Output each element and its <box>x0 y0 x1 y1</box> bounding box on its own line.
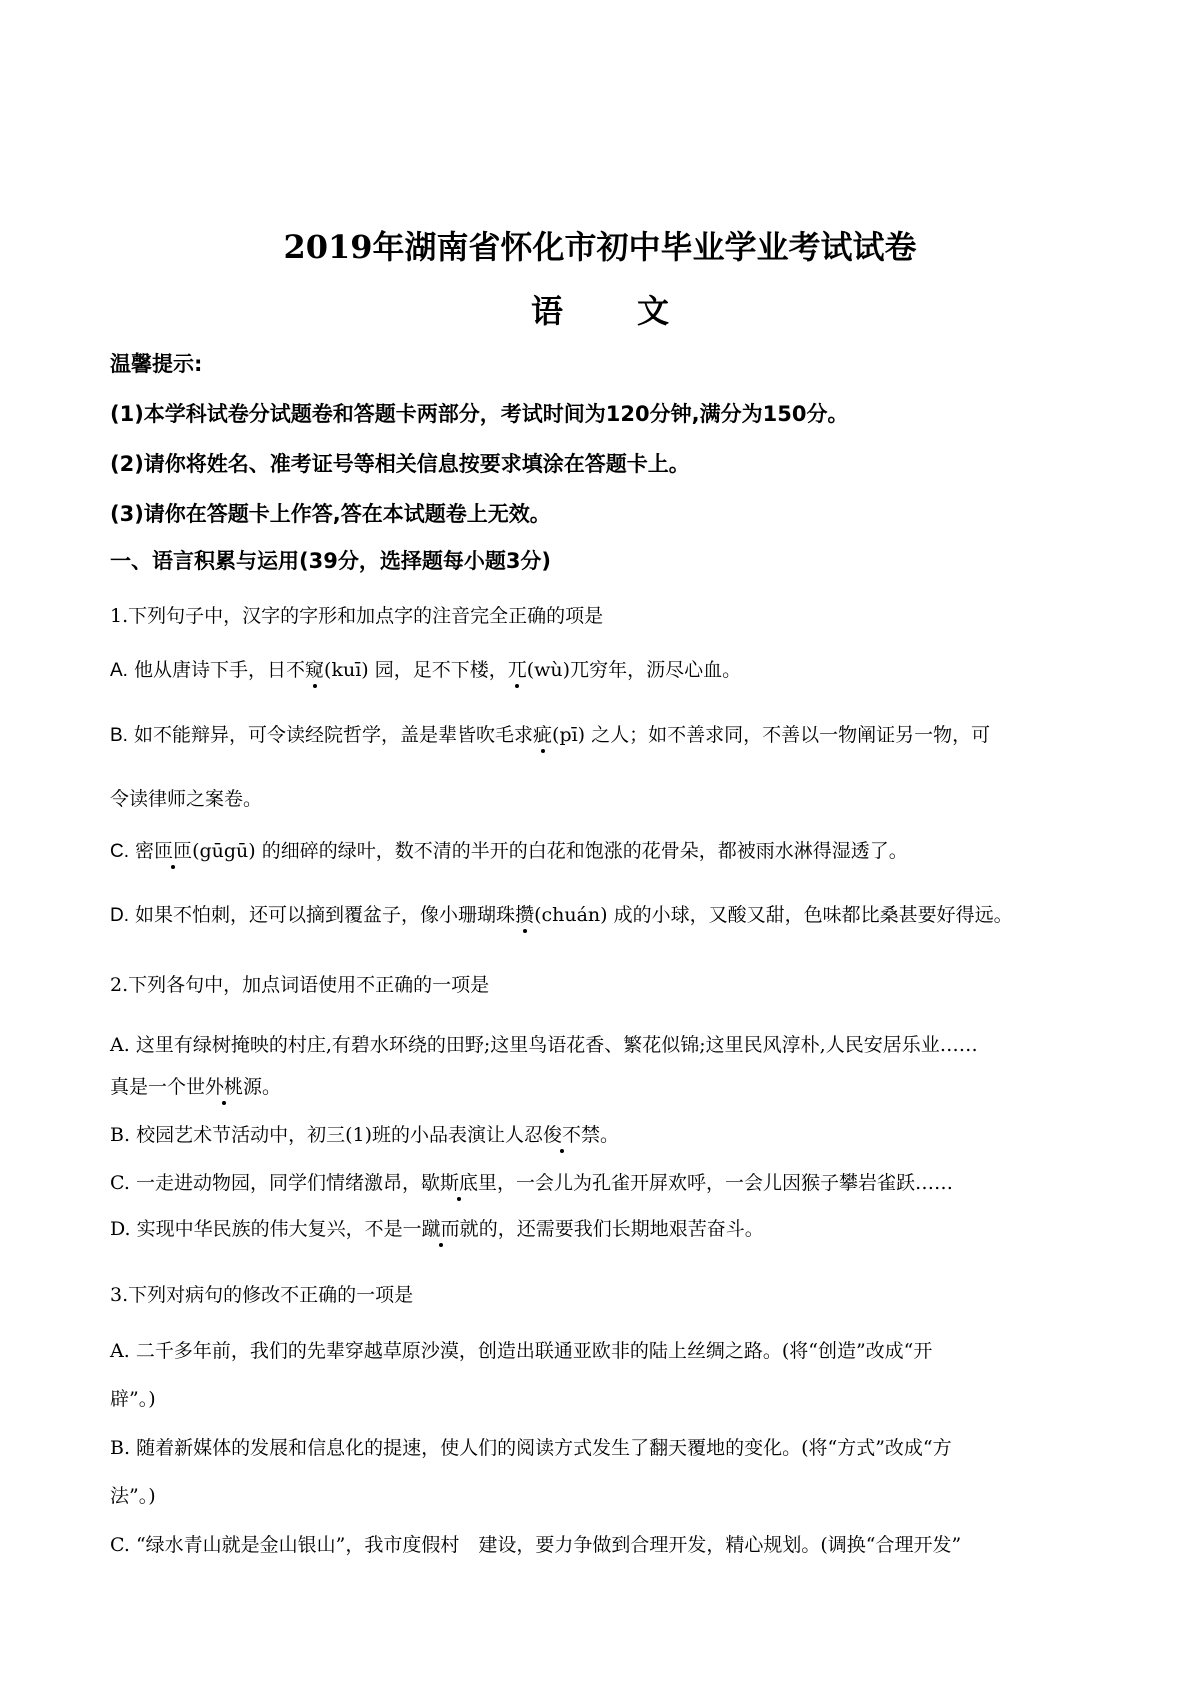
notice-heading: 温馨提示: <box>110 352 203 376</box>
notice-item-3: (3)请你在答题卡上作答,答在本试题卷上无效。 <box>110 502 551 526</box>
option-text: 随着新媒体的发展和信息化的提速，使人们的阅读方式发生了翻天覆地的变化。(将“方式”改成“方 <box>136 1437 952 1459</box>
option-text: 一走进动物园，同学们情绪激昂， <box>135 1172 421 1194</box>
dotted-phrase: 世外桃源 <box>186 1076 263 1098</box>
option-label: D. <box>110 905 129 926</box>
option-text: (pī) 之人；如不善求同，不善以一物阐证另一物，可 <box>552 724 991 746</box>
option-text: (wù)兀穷年，沥尽心血。 <box>526 659 742 681</box>
option-label: B. <box>110 1124 131 1146</box>
option-label: D. <box>110 1218 131 1240</box>
option-text: 实现中华民族的伟大复兴，不是 <box>136 1218 403 1240</box>
option-label: A. <box>110 1034 130 1056</box>
dotted-phrase: 歇斯底里 <box>420 1172 497 1194</box>
dotted-char: 疵 <box>533 724 553 746</box>
option-text: (kuī) 园，足不下楼， <box>324 659 508 681</box>
q2-option-c <box>110 1168 953 1195</box>
dotted-char: 兀 <box>507 659 527 681</box>
exam-title: 2019年湖南省怀化市初中毕业学业考试试卷 <box>283 228 917 266</box>
subject-char-2: 文 <box>637 292 670 330</box>
q3-option-a-cont: 辟”。) <box>110 1388 156 1410</box>
q1-option-c <box>110 836 908 863</box>
option-text: 如果不怕刺，还可以摘到覆盆子，像小珊瑚珠 <box>135 904 516 926</box>
option-label: C. <box>110 1172 130 1194</box>
q1-option-b-cont: 令读律师之案卷。 <box>110 788 263 810</box>
option-text: 他从唐诗下手，日不 <box>134 659 306 681</box>
option-text: (chuán) 成的小球，又酸又甜，色味都比桑甚要好得远。 <box>534 904 1013 926</box>
subject-char-1: 语 <box>530 292 563 330</box>
option-label: A. <box>110 1340 130 1362</box>
q1-option-d <box>110 900 1013 927</box>
question-3-stem: 3.下列对病句的修改不正确的一项是 <box>110 1284 414 1306</box>
dotted-char: 匝匝 <box>154 840 193 862</box>
question-1-stem: 1.下列句子中，汉字的字形和加点字的注音完全正确的项是 <box>110 605 604 627</box>
dotted-phrase: 一蹴而就 <box>402 1218 479 1240</box>
notice-item-2: (2)请你将姓名、准考证号等相关信息按要求填涂在答题卡上。 <box>110 452 690 476</box>
option-text: ，一会儿为孔雀开屏欢呼，一会儿因猴子攀岩雀跃…… <box>496 1172 953 1194</box>
q2-option-d <box>110 1214 764 1241</box>
option-text: “绿水青山就是金山银山”，我市度假村 建设，要力争做到合理开发，精心规划。(调换“合理开发” <box>135 1534 962 1556</box>
q3-option-b-cont: 法”。) <box>110 1485 156 1507</box>
option-text: 真是一个 <box>110 1076 187 1098</box>
q3-option-b <box>110 1433 952 1460</box>
option-text: 密 <box>135 840 155 862</box>
option-text: 二千多年前，我们的先辈穿越草原沙漠，创造出联通亚欧非的陆上丝绸之路。(将“创造”改成“开 <box>135 1340 933 1362</box>
option-label: A. <box>110 660 128 681</box>
q2-option-b <box>110 1120 619 1147</box>
option-text: 的，还需要我们长期地艰苦奋斗。 <box>478 1218 764 1240</box>
option-label: B. <box>110 1437 131 1459</box>
dotted-char: 攒 <box>515 904 535 926</box>
option-label: C. <box>110 1534 130 1556</box>
option-text: 。 <box>262 1076 282 1098</box>
subject-title <box>0 286 1200 332</box>
option-text: 校园艺术节活动中，初三(1)班的小品表演让人 <box>136 1124 524 1146</box>
option-text: (gūgū) 的细碎的绿叶，数不清的半开的白花和饱涨的花骨朵，都被雨水淋得湿透了。 <box>192 840 908 862</box>
option-label: C. <box>110 841 129 862</box>
dotted-char: 窥 <box>305 659 325 681</box>
dotted-phrase: 忍俊不禁 <box>523 1124 600 1146</box>
q1-option-a <box>110 655 741 682</box>
option-text: 。 <box>600 1124 620 1146</box>
option-text: 这里有绿树掩映的村庄,有碧水环绕的田野;这里鸟语花香、繁花似锦;这里民风淳朴,人民安居乐业…… <box>135 1034 978 1056</box>
q2-option-a <box>110 1030 978 1057</box>
q1-option-b <box>110 720 990 747</box>
option-text: 如不能辩异，可令读经院哲学，盖是辈皆吹毛求 <box>134 724 534 746</box>
q2-option-a-cont <box>110 1072 281 1099</box>
q3-option-c <box>110 1530 961 1557</box>
notice-item-1: (1)本学科试卷分试题卷和答题卡两部分，考试时间为120分钟,满分为150分。 <box>110 402 849 426</box>
question-2-stem: 2.下列各句中，加点词语使用不正确的一项是 <box>110 974 490 996</box>
section-heading: 一、语言积累与运用(39分，选择题每小题3分) <box>110 549 552 573</box>
q3-option-a <box>110 1336 932 1363</box>
option-label: B. <box>110 725 128 746</box>
